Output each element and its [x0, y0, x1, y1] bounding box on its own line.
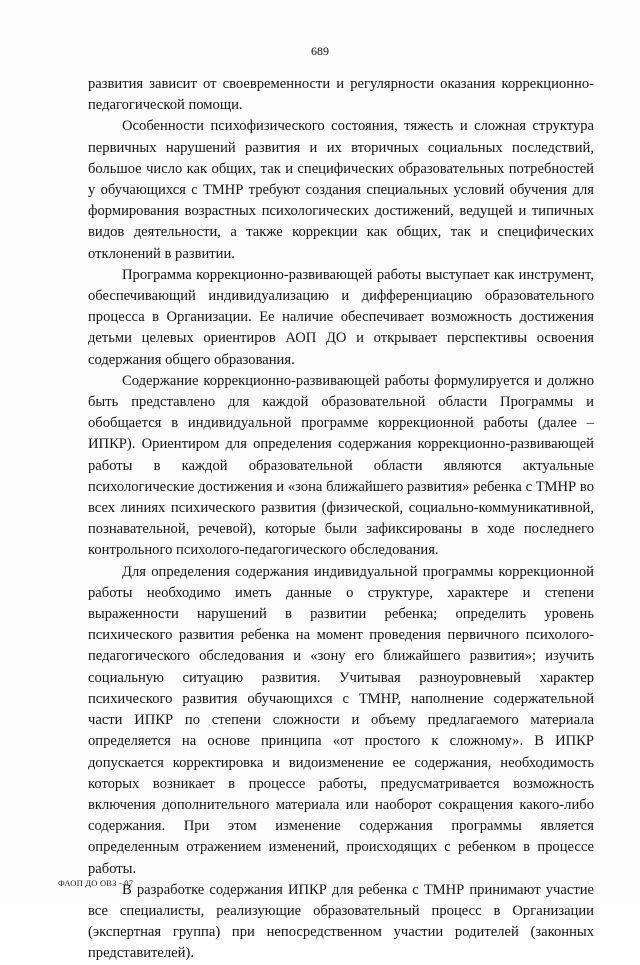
- paragraph-2: Особенности психофизического состояния, тяжесть и сложная структура первичных нарушений развития и их вторичных социальных последствий, большое число как общих, так и специфических образовательных потребностей у обучающихся с ТМНР требуют создания специальных условий обучения для формирования возрастных психологических достижений, ведущей и типичных видов деятельности, а также коррекции как общих, так и специфических отклонений в развитии.: [88, 118, 594, 262]
- footer-code: ФАОП ДО ОВЗ - 07: [58, 878, 134, 888]
- paragraph-1: развития зависит от своевременности и регулярности оказания коррекционно-педагогической помощи.: [88, 76, 594, 114]
- paragraph-5: Для определения содержания индивидуальной программы коррекционной работы необходимо иметь данные о структуре, характере и степени выраженности нарушений в развитии ребенка; определить уровень психического развития ребенка на момент проведения первичного психолого-педагогического обследования и «зону его ближайшего развития»; изучить социальную ситуацию развития. Учитывая разноуровневый характер психического развития обучающихся с ТМНР, наполнение содержательной части ИПКР по степени сложности и объему предлагаемого материала определяется на основе принципа «от простого к сложному». В ИПКР допускается корректировка и видоизменение ее содержания, необходимость которых возникает в процессе работы, предусматривается возможность включения дополнительного материала или наоборот сокращения какого-либо содержания. При этом изменение содержания программы является определенным отражением изменений, происходящих с ребенком в процессе работы.: [88, 563, 594, 877]
- paragraph-4: Содержание коррекционно-развивающей работы формулируется и должно быть представлено для каждой образовательной области Программы и обобщается в индивидуальной программе коррекционной работы (далее – ИПКР). Ориентиром для определения содержания коррекционно-развивающей работы в каждой образовательной области являются актуальные психологические достижения и «зона ближайшего развития» ребенка с ТМНР во всех линиях психического развития (физической, социально-коммуникативной, познавательной, речевой), которые были зафиксированы в ходе последнего контрольного психолого-педагогического обследования.: [88, 372, 594, 559]
- paragraph-3: Программа коррекционно-развивающей работы выступает как инструмент, обеспечивающий индивидуализацию и дифференциацию образовательного процесса в Организации. Ее наличие обеспечивает возможность достижения детьми целевых ориентиров АОП ДО и открывает перспективы освоения содержания общего образования.: [88, 266, 594, 368]
- page-number: 689: [311, 44, 329, 58]
- document-body: [88, 74, 594, 965]
- paragraph-6: В разработке содержания ИПКР для ребенка с ТМНР принимают участие все специалисты, реализующие образовательный процесс в Организации (экспертная группа) при непосредственном участии родителей (законных представителей).: [88, 881, 594, 962]
